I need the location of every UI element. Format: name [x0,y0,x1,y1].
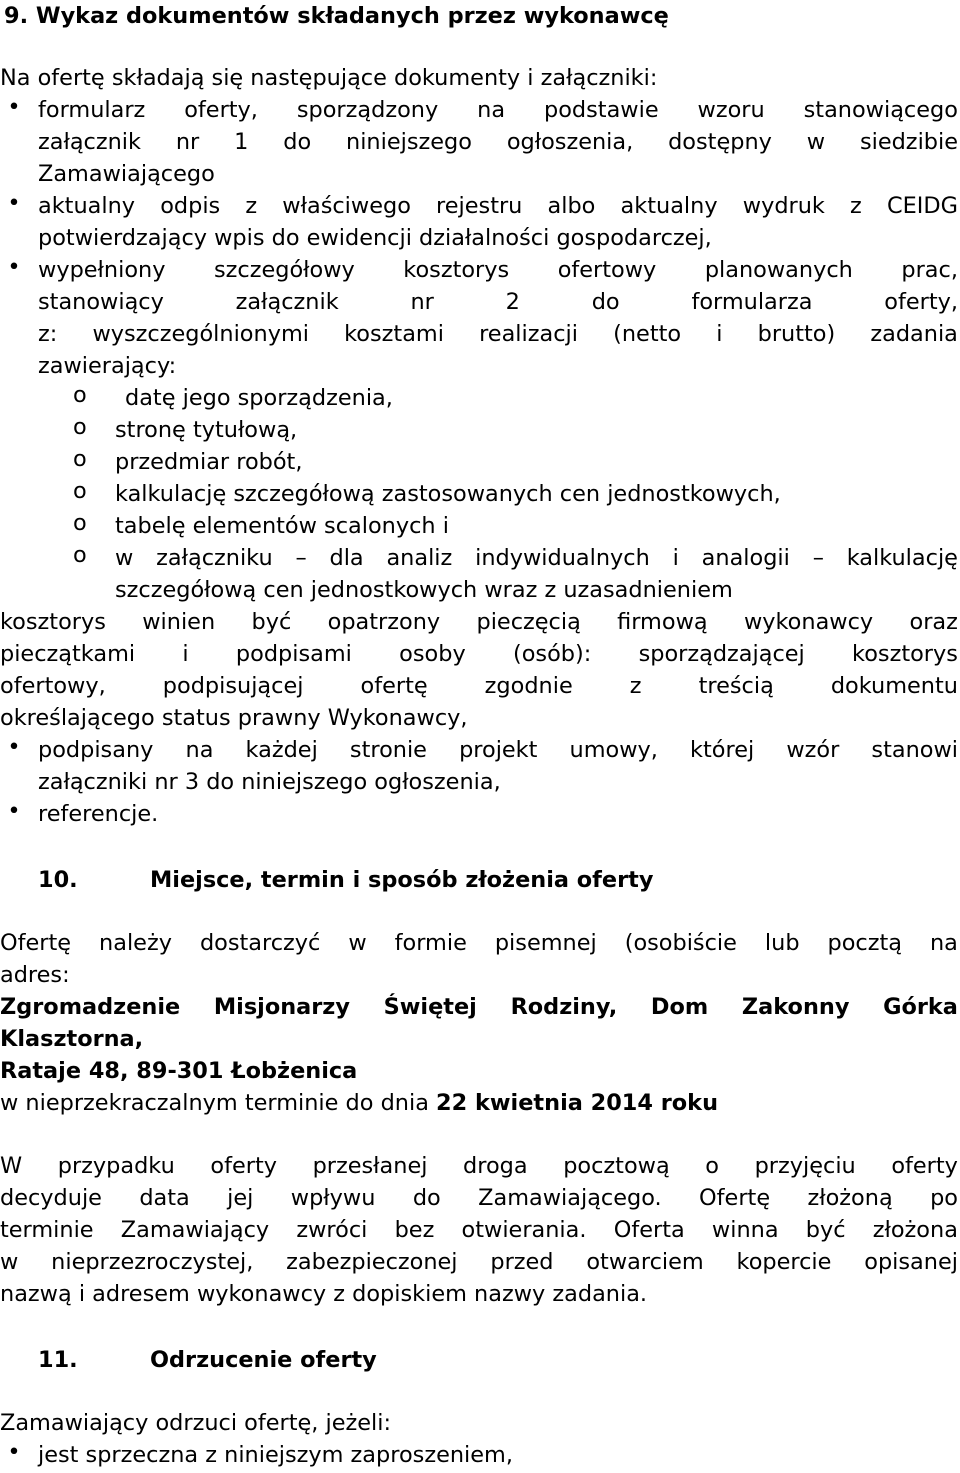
word: wydruk [742,193,825,219]
address-line: Rataje 48, 89-301 Łobżenica [0,1058,358,1084]
word: oferty, [184,97,258,123]
word: ofertowy, [0,673,106,699]
sub-bullet-marker: o [73,446,87,472]
word: dla [329,545,364,571]
word: analogii [701,545,790,571]
bullet-marker: • [7,190,21,216]
word: pocztą [827,930,902,956]
word: wzoru [697,97,765,123]
sub-list-item: kalkulację szczegółową zastosowanych cen jednostkowych, [115,481,781,507]
word: być [805,1217,846,1243]
word: 1 [234,129,249,155]
word: Oferta [613,1217,685,1243]
word: zwróci [296,1217,368,1243]
sub-list-item: przedmiar robót, [115,449,303,475]
word: winna [711,1217,779,1243]
paragraph-line [0,1182,958,1214]
word: kosztorys [403,257,510,283]
paragraph-line [0,1150,958,1182]
word: o [705,1153,719,1179]
list-item-line: jest sprzeczna z niniejszym zaproszeniem, [38,1442,513,1468]
list-item-line [38,286,958,318]
sub-list-item: stronę tytułową, [115,417,298,443]
sub-bullet-marker: o [73,542,87,568]
word: dostępny [668,129,772,155]
word: realizacji [479,321,578,347]
word: osoby [399,641,466,667]
word: jej [227,1185,254,1211]
deadline-line [0,1087,960,1119]
word: – [295,545,307,571]
word: i [716,321,723,347]
word: Rodziny, [510,994,618,1020]
list-item-line: Zamawiającego [38,161,215,187]
word: albo [547,193,596,219]
word: w [348,930,367,956]
word: wykonawcy [743,609,874,635]
word: stanowi [871,737,958,763]
word: po [930,1185,958,1211]
word: odpis [160,193,221,219]
word: Zgromadzenie [0,994,181,1020]
word: formularz [38,97,146,123]
word: podstawie [544,97,659,123]
sub-bullet-marker: o [73,382,87,408]
word: niniejszego [346,129,472,155]
word: 2 [505,289,520,315]
word: do [412,1185,441,1211]
word: pieczątkami [0,641,136,667]
sub-list-item: datę jego sporządzenia, [125,385,393,411]
word: której [690,737,755,763]
word: kosztami [344,321,444,347]
word: zgodnie [484,673,573,699]
word: CEIDG [886,193,958,219]
word: i [672,545,679,571]
word: zadania [870,321,958,347]
word: szczegółowy [213,257,355,283]
word: z [245,193,258,219]
word: terminie [0,1217,94,1243]
word: opisanej [864,1249,958,1275]
word: na [929,930,958,956]
list-item-line: referencje. [38,801,159,827]
word: otwierania. [461,1217,587,1243]
section-11-number: 11. [38,1347,78,1373]
word: wyszczególnionymi [92,321,309,347]
word: formularza [691,289,813,315]
list-item-line: zawierający: [38,353,177,379]
list-item-line [38,94,958,126]
word: oferty [210,1153,277,1179]
word: dostarczyć [199,930,321,956]
bullet-marker: • [7,94,21,120]
word: indywidualnych [475,545,650,571]
word: stronie [349,737,427,763]
word: wypełniony [38,257,166,283]
word: – [812,545,824,571]
word: pieczęcią [476,609,581,635]
word: oferty, [884,289,958,315]
word: należy [99,930,172,956]
word: złożona [872,1217,958,1243]
sub-bullet-marker: o [73,510,87,536]
word: sporządzającej [638,641,805,667]
section-9-heading: 9. Wykaz dokumentów składanych przez wykonawcę [4,3,669,29]
bullet-marker: • [7,1439,21,1465]
word: pocztową [563,1153,670,1179]
address-line: Klasztorna, [0,1026,144,1052]
word: otwarciem [586,1249,704,1275]
word: bez [394,1217,435,1243]
word: formie [394,930,467,956]
paragraph-line [0,670,958,702]
word: nieprzezroczystej, [51,1249,254,1275]
word: do [283,129,312,155]
word: rejestru [436,193,523,219]
word: prac, [901,257,958,283]
word: przesłanej [312,1153,428,1179]
word: Zamawiającego. [478,1185,662,1211]
word: Ofertę [699,1185,771,1211]
list-item-line [38,734,958,766]
list-item-line: załączniki nr 3 do niniejszego ogłoszenia, [38,769,501,795]
section-11-title: Odrzucenie oferty [150,1347,377,1373]
section-10-number: 10. [38,867,78,893]
word: planowanych [704,257,853,283]
bullet-marker: • [7,798,21,824]
word: w [115,545,134,571]
word: kopercie [736,1249,832,1275]
word: ofertowy [557,257,657,283]
paragraph-line [0,1246,958,1278]
word: zabezpieczonej [286,1249,458,1275]
sub-list-item [115,542,958,574]
deadline-date: 22 kwietnia 2014 roku [436,1090,719,1116]
word: przypadku [57,1153,175,1179]
deadline-prefix: w nieprzekraczalnym terminie do dnia [0,1090,437,1116]
word: nr [410,289,434,315]
word: do [591,289,620,315]
bullet-marker: • [7,254,21,280]
word: winien [142,609,216,635]
word: każdej [245,737,318,763]
word: data [139,1185,190,1211]
word: sporządzony [296,97,439,123]
word: oferty [891,1153,958,1179]
sub-list-item: szczegółową cen jednostkowych wraz z uzasadnieniem [115,577,733,603]
word: treścią [698,673,774,699]
word: aktualny [620,193,718,219]
bullet-marker: • [7,734,21,760]
word: ofertę [360,673,428,699]
word: podpisującej [162,673,304,699]
word: lub [764,930,800,956]
sub-bullet-marker: o [73,478,87,504]
paragraph-line [0,927,958,959]
word: być [251,609,292,635]
word: i [182,641,189,667]
word: Świętej [383,994,477,1020]
word: firmową [617,609,708,635]
paragraph-line [0,1214,958,1246]
word: ogłoszenia, [506,129,634,155]
word: w [0,1249,19,1275]
word: wpływu [290,1185,376,1211]
word: stanowiącego [803,97,958,123]
paragraph-line: Zamawiający odrzuci ofertę, jeżeli: [0,1410,392,1436]
list-item-line [38,318,958,350]
word: stanowiący [38,289,164,315]
word: podpisany [38,737,154,763]
sub-list-item: tabelę elementów scalonych i [115,513,449,539]
word: (osób): [512,641,592,667]
section-9-intro: Na ofertę składają się następujące dokumenty i załączniki: [0,65,658,91]
word: analiz [386,545,453,571]
word: projekt [459,737,538,763]
word: Zamawiający [120,1217,270,1243]
word: załącznik [38,129,141,155]
word: siedzibie [859,129,958,155]
paragraph-line: określającego status prawny Wykonawcy, [0,705,468,731]
list-item-line [38,254,958,286]
word: na [477,97,506,123]
list-item-line [38,126,958,158]
word: nr [175,129,200,155]
word: Górka [883,994,958,1020]
list-item-line: potwierdzający wpis do ewidencji działalności gospodarczej, [38,225,712,251]
list-item-line [38,190,958,222]
word: załącznik [235,289,339,315]
word: przed [490,1249,554,1275]
word: aktualny [38,193,136,219]
word: brutto) [757,321,836,347]
word: w [806,129,826,155]
word: na [185,737,214,763]
paragraph-line: nazwą i adresem wykonawcy z dopiskiem nazwy zadania. [0,1281,648,1307]
address-line [0,991,958,1023]
word: podpisami [235,641,352,667]
word: Zakonny [741,994,850,1020]
word: decyduje [0,1185,102,1211]
word: W [0,1153,23,1179]
word: załączniku [156,545,273,571]
word: przyjęciu [754,1153,856,1179]
word: właściwego [282,193,411,219]
word: wzór [786,737,840,763]
word: Ofertę [0,930,72,956]
word: pisemnej [494,930,597,956]
word: kosztorys [0,609,106,635]
word: Dom [650,994,709,1020]
sub-bullet-marker: o [73,414,87,440]
paragraph-line [0,606,958,638]
word: z [850,193,862,219]
word: oraz [909,609,958,635]
word: kalkulację [846,545,958,571]
word: umowy, [569,737,658,763]
word: kosztorys [852,641,958,667]
section-10-title: Miejsce, termin i sposób złożenia oferty [150,867,654,893]
word: (osobiście [624,930,737,956]
paragraph-line [0,638,958,670]
word: Misjonarzy [213,994,350,1020]
word: z [629,673,642,699]
word: droga [463,1153,528,1179]
word: opatrzony [327,609,441,635]
paragraph-line: adres: [0,962,70,988]
word: dokumentu [830,673,958,699]
word: (netto [613,321,682,347]
word: złożoną [807,1185,893,1211]
word: z: [38,321,58,347]
